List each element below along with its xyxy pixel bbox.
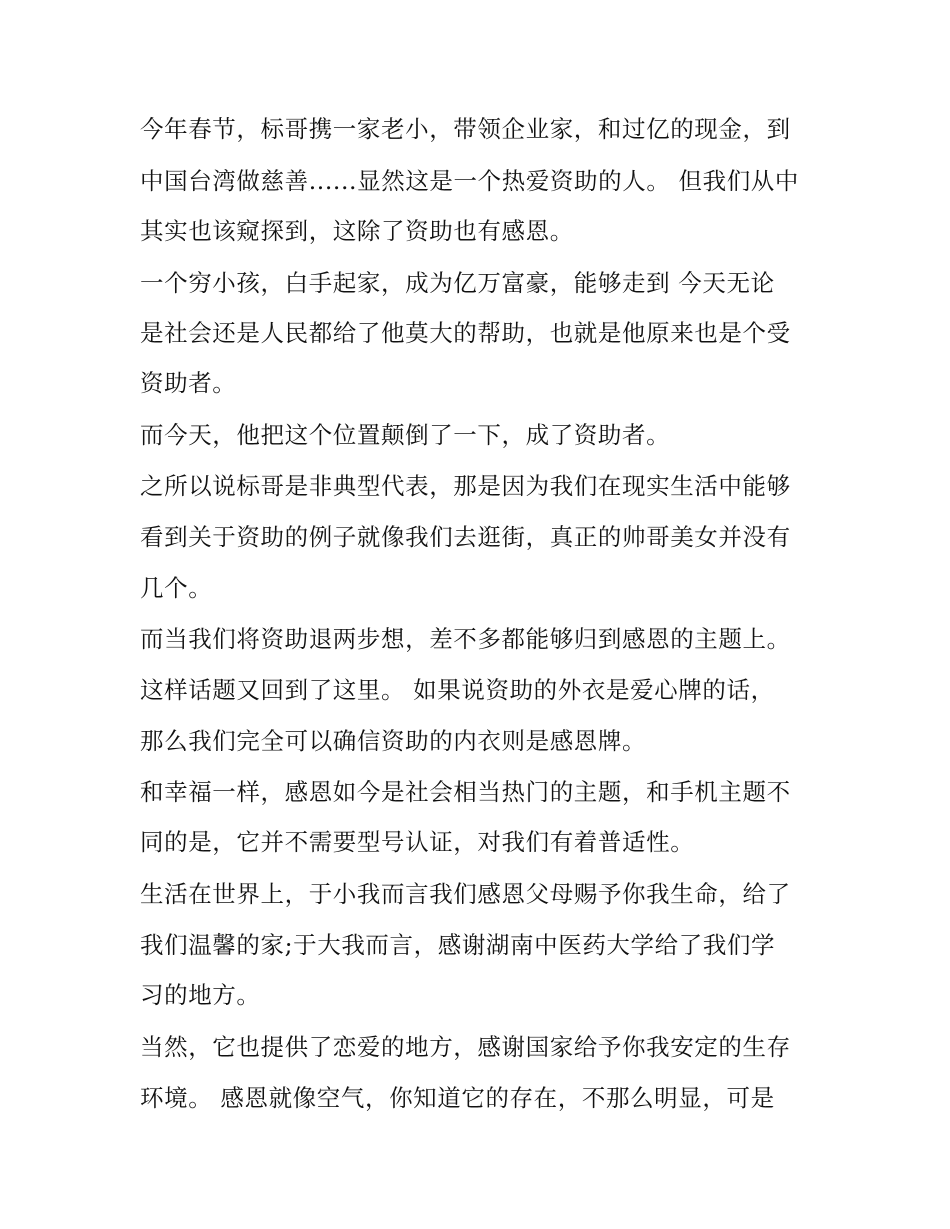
text-line: 之所以说标哥是非典型代表，那是因为我们在现实生活中能够	[140, 472, 791, 500]
text-line: 看到关于资助的例子就像我们去逛街，真正的帅哥美女并没有	[140, 523, 791, 551]
text-line: 今年春节，标哥携一家老小，带领企业家，和过亿的现金，到	[140, 115, 791, 143]
text-line: 我们温馨的家;于大我而言，感谢湖南中医药大学给了我们学	[140, 931, 776, 959]
text-line: 当然，它也提供了恋爱的地方，感谢国家给予你我安定的生存	[140, 1033, 791, 1061]
text-line: 资助者。	[140, 369, 237, 397]
text-line: 习的地方。	[140, 981, 261, 1009]
text-line: 是社会还是人民都给了他莫大的帮助，也就是他原来也是个受	[140, 319, 791, 347]
text-line: 和幸福一样，感恩如今是社会相当热门的主题，和手机主题不	[140, 778, 791, 806]
text-line: 环境。 感恩就像空气，你知道它的存在，不那么明显，可是	[140, 1084, 775, 1112]
text-line: 中国台湾做慈善......显然这是一个热爱资助的人。 但我们从中	[140, 167, 799, 195]
text-line: 一个穷小孩，白手起家，成为亿万富豪，能够走到 今天无论	[140, 269, 775, 297]
text-line: 而当我们将资助退两步想，差不多都能够归到感恩的主题上。	[140, 625, 791, 653]
text-line: 这样话题又回到了这里。 如果说资助的外衣是爱心牌的话，	[140, 676, 775, 704]
text-line: 而今天，他把这个位置颠倒了一下，成了资助者。	[140, 421, 671, 449]
text-line: 那么我们完全可以确信资助的内衣则是感恩牌。	[140, 727, 647, 755]
text-line: 几个。	[140, 574, 213, 602]
text-line: 生活在世界上，于小我而言我们感恩父母赐予你我生命，给了	[140, 880, 791, 908]
text-line: 其实也该窥探到，这除了资助也有感恩。	[140, 217, 574, 245]
text-line: 同的是，它并不需要型号认证，对我们有着普适性。	[140, 828, 695, 856]
